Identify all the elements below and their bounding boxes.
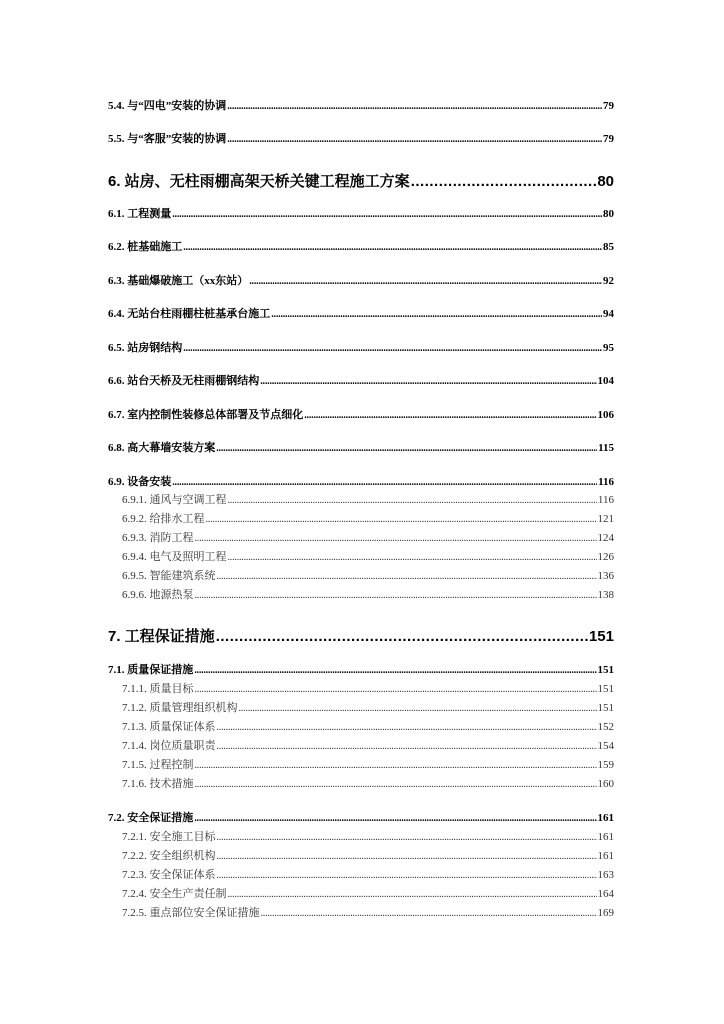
toc-entry-page: 169 [597, 907, 614, 919]
toc-entry-page: 136 [597, 570, 614, 582]
toc-entry[interactable] [108, 339, 614, 355]
toc-entry-page: 116 [597, 494, 614, 506]
toc-entry-page: 152 [597, 721, 614, 733]
toc-entry[interactable] [122, 699, 614, 715]
toc-entry-chapter[interactable] [108, 170, 614, 191]
toc-entry-page: 95 [603, 342, 614, 354]
toc-entry[interactable] [122, 904, 614, 920]
toc-entry-page: 164 [597, 888, 614, 900]
toc-entry[interactable] [122, 491, 614, 507]
toc-entry-title: 7.2.3. 安全保证体系 [122, 869, 216, 881]
toc-entry[interactable] [108, 272, 614, 288]
toc-entry[interactable] [122, 548, 614, 564]
toc-leader-dots [217, 870, 597, 881]
toc-entry-page: 80 [603, 208, 614, 220]
toc-entry-title: 6.3. 基础爆破施工（xx东站） [108, 275, 249, 287]
toc-entry[interactable] [122, 775, 614, 791]
toc-entry-page: 161 [597, 812, 614, 824]
toc-entry[interactable] [108, 238, 614, 254]
toc-entry[interactable] [108, 473, 614, 489]
toc-entry-page: 94 [603, 308, 614, 320]
toc-leader-dots [271, 309, 602, 320]
toc-entry[interactable] [122, 866, 614, 882]
toc-leader-dots [183, 343, 602, 354]
toc-entry[interactable] [108, 439, 614, 455]
toc-entry-page: 161 [597, 831, 614, 843]
toc-entry-page: 92 [603, 275, 614, 287]
toc-entry-page: 151 [588, 628, 614, 645]
toc-entry-page: 115 [598, 442, 614, 454]
toc-entry[interactable] [122, 847, 614, 863]
toc-leader-dots [183, 242, 602, 253]
toc-leader-dots [172, 477, 597, 488]
toc-leader-dots [217, 832, 597, 843]
toc-entry-page: 116 [598, 476, 614, 488]
toc-leader-dots [249, 276, 602, 287]
toc-entry-chapter[interactable] [108, 625, 614, 646]
toc-leader-dots [216, 628, 588, 645]
toc-entry-title: 7.2.5. 重点部位安全保证措施 [122, 907, 260, 919]
toc-entry[interactable] [108, 372, 614, 388]
toc-entry-title: 7.2.4. 安全生产责任制 [122, 888, 227, 900]
toc-entry-page: 121 [597, 513, 614, 525]
toc-entry-page: 104 [597, 375, 614, 387]
toc-entry[interactable] [108, 809, 614, 825]
toc-entry-page: 79 [603, 133, 614, 145]
toc-entry[interactable] [108, 97, 614, 113]
toc-entry-page: 79 [603, 100, 614, 112]
toc-entry[interactable] [122, 510, 614, 526]
toc-entry-page: 160 [597, 778, 614, 790]
toc-entry-title: 5.4. 与“四电”安装的协调 [108, 100, 227, 112]
toc-entry-page: 159 [597, 759, 614, 771]
toc-entry-title: 7. 工程保证措施 [108, 628, 215, 645]
toc-entry-title: 7.2. 安全保证措施 [108, 812, 194, 824]
toc-leader-dots [195, 779, 597, 790]
toc-leader-dots [172, 209, 602, 220]
toc-entry[interactable] [122, 718, 614, 734]
toc-leader-dots [304, 410, 596, 421]
toc-leader-dots [195, 533, 597, 544]
toc-entry[interactable] [108, 406, 614, 422]
toc-entry-title: 7.1.2. 质量管理组织机构 [122, 702, 238, 714]
toc-entry[interactable] [122, 756, 614, 772]
toc-entry-title: 6.7. 室内控制性装修总体部署及节点细化 [108, 409, 304, 421]
toc-entry-page: 106 [597, 409, 614, 421]
toc-entry-page: 151 [597, 683, 614, 695]
toc-leader-dots [217, 571, 597, 582]
toc-entry-title: 7.1.4. 岗位质量职责 [122, 740, 216, 752]
toc-entry-page: 161 [597, 850, 614, 862]
toc-entry-title: 7.1.1. 质量目标 [122, 683, 194, 695]
toc-leader-dots [261, 908, 597, 919]
toc-leader-dots [228, 889, 597, 900]
toc-entry-title: 6.9. 设备安装 [108, 476, 172, 488]
toc-entry-page: 124 [597, 532, 614, 544]
toc-entry[interactable] [122, 885, 614, 901]
toc-entry-title: 6.9.6. 地源热泵 [122, 589, 194, 601]
toc-entry-title: 6.4. 无站台柱雨棚柱桩基承台施工 [108, 308, 271, 320]
toc-entry-page: 80 [597, 173, 614, 190]
toc-entry-title: 6.6. 站台天桥及无柱雨棚钢结构 [108, 375, 260, 387]
toc-leader-dots [216, 443, 597, 454]
toc-leader-dots [206, 514, 597, 525]
toc-entry[interactable] [122, 567, 614, 583]
toc-entry-title: 6.8. 高大幕墙安装方案 [108, 442, 216, 454]
toc-entry-title: 7.1.6. 技术措施 [122, 778, 194, 790]
toc-entry[interactable] [108, 205, 614, 221]
toc-entry-title: 7.1.5. 过程控制 [122, 759, 194, 771]
toc-entry-title: 6.9.2. 给排水工程 [122, 513, 205, 525]
toc-leader-dots [217, 851, 597, 862]
toc-entry[interactable] [122, 586, 614, 602]
toc-entry-title: 6.9.1. 通风与空调工程 [122, 494, 227, 506]
toc-entry-title: 7.2.1. 安全施工目标 [122, 831, 216, 843]
toc-entry[interactable] [122, 737, 614, 753]
toc-entry-title: 5.5. 与“客服”安装的协调 [108, 133, 227, 145]
toc-entry-page: 85 [603, 241, 614, 253]
toc-entry[interactable] [122, 680, 614, 696]
toc-leader-dots [195, 590, 597, 601]
toc-leader-dots [194, 813, 596, 824]
toc-entry-page: 138 [597, 589, 614, 601]
toc-leader-dots [260, 376, 596, 387]
toc-leader-dots [195, 684, 597, 695]
toc-entry-title: 6.5. 站房钢结构 [108, 342, 183, 354]
toc-leader-dots [227, 101, 602, 112]
toc-leader-dots [217, 722, 597, 733]
toc-entry-title: 7.1.3. 质量保证体系 [122, 721, 216, 733]
toc-entry-title: 6.1. 工程测量 [108, 208, 172, 220]
toc-leader-dots [227, 134, 602, 145]
toc-leader-dots [239, 703, 597, 714]
toc-entry[interactable] [108, 661, 614, 677]
toc-entry-title: 7.1. 质量保证措施 [108, 664, 194, 676]
toc-entry-title: 6.9.5. 智能建筑系统 [122, 570, 216, 582]
toc-entry[interactable] [108, 130, 614, 146]
toc-entry-page: 151 [597, 664, 614, 676]
toc-entry-title: 6. 站房、无柱雨棚高架天桥关键工程施工方案 [108, 173, 410, 190]
toc-entry-page: 126 [597, 551, 614, 563]
toc-leader-dots [217, 741, 597, 752]
toc-entry-title: 7.2.2. 安全组织机构 [122, 850, 216, 862]
toc-entry[interactable] [122, 828, 614, 844]
toc-leader-dots [228, 495, 597, 506]
toc-leader-dots [194, 665, 596, 676]
toc-leader-dots [411, 173, 597, 190]
toc-entry-page: 151 [597, 702, 614, 714]
toc-leader-dots [228, 552, 597, 563]
toc-entry[interactable] [108, 305, 614, 321]
toc-entry-page: 154 [597, 740, 614, 752]
toc-entry-title: 6.9.3. 消防工程 [122, 532, 194, 544]
toc-entry[interactable] [122, 529, 614, 545]
toc-entry-page: 163 [597, 869, 614, 881]
toc-entry-title: 6.9.4. 电气及照明工程 [122, 551, 227, 563]
toc-leader-dots [195, 760, 597, 771]
toc-entry-title: 6.2. 桩基础施工 [108, 241, 183, 253]
